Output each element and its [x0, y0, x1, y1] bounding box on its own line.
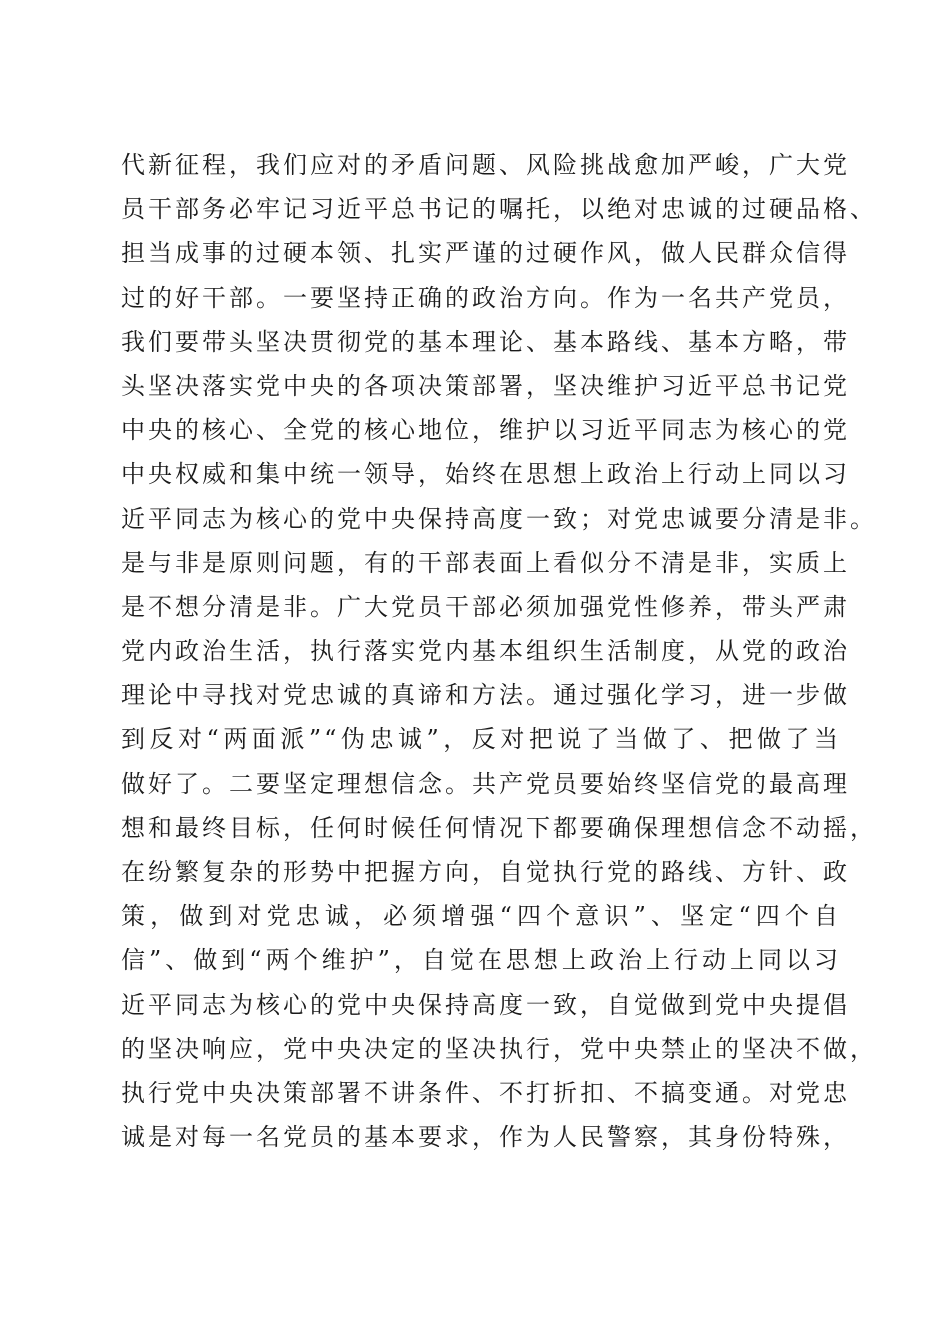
text-line: 到反对“两面派”“伪忠诚”，反对把说了当做了、把做了当: [121, 725, 841, 754]
text-line: 信”、做到“两个维护”，自觉在思想上政治上行动上同以习: [121, 946, 841, 975]
text-line: 理论中寻找对党忠诚的真谛和方法。通过强化学习，进一步做: [121, 681, 850, 710]
text-line: 中央权威和集中统一领导，始终在思想上政治上行动上同以习: [121, 460, 850, 489]
text-line: 近平同志为核心的党中央保持高度一致；对党忠诚要分清是非。: [121, 504, 877, 533]
text-line: 执行党中央决策部署不讲条件、不打折扣、不搞变通。对党忠: [121, 1078, 850, 1107]
text-line: 员干部务必牢记习近平总书记的嘱托，以绝对忠诚的过硬品格、: [121, 195, 877, 224]
text-line: 代新征程，我们应对的矛盾问题、风险挑战愈加严峻，广大党: [121, 151, 850, 179]
text-line: 是不想分清是非。广大党员干部必须加强党性修养，带头严肃: [121, 592, 850, 621]
text-line: 在纷繁复杂的形势中把握方向，自觉执行党的路线、方针、政: [121, 858, 850, 886]
text-line: 担当成事的过硬本领、扎实严谨的过硬作风，做人民群众信得: [121, 239, 850, 268]
text-line: 的坚决响应，党中央决定的坚决执行，党中央禁止的坚决不做，: [121, 1034, 877, 1063]
text-line: 做好了。二要坚定理想信念。共产党员要始终坚信党的最高理: [121, 769, 850, 798]
text-line: 想和最终目标，任何时候任何情况下都要确保理想信念不动摇，: [121, 813, 877, 842]
text-line: 过的好干部。一要坚持正确的政治方向。作为一名共产党员，: [121, 283, 850, 312]
text-line: 是与非是原则问题，有的干部表面上看似分不清是非，实质上: [121, 548, 850, 577]
body-paragraph: [121, 143, 877, 1159]
text-line: 近平同志为核心的党中央保持高度一致，自觉做到党中央提倡: [121, 990, 850, 1019]
text-line: 头坚决落实党中央的各项决策部署，坚决维护习近平总书记党: [121, 371, 850, 400]
text-line: 我们要带头坚决贯彻党的基本理论、基本路线、基本方略，带: [121, 327, 850, 356]
text-line: 诚是对每一名党员的基本要求，作为人民警察，其身份特殊，: [121, 1123, 850, 1152]
text-line: 中央的核心、全党的核心地位，维护以习近平同志为核心的党: [121, 416, 850, 445]
text-line: 党内政治生活，执行落实党内基本组织生活制度，从党的政治: [121, 637, 850, 666]
text-line: 策，做到对党忠诚，必须增强“四个意识”、坚定“四个自: [121, 902, 841, 931]
